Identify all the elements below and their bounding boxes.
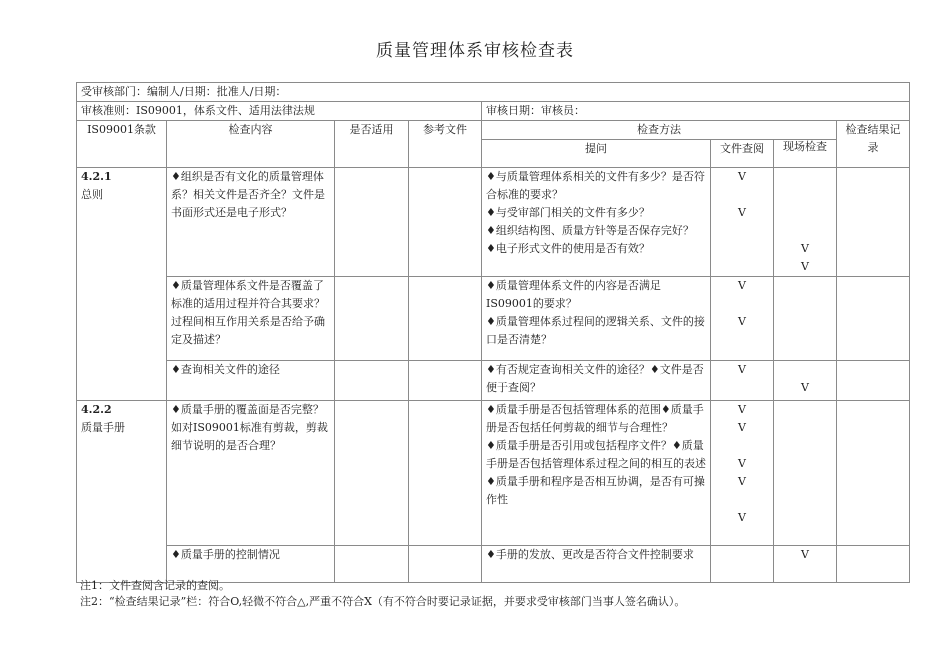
check-content: ♦质量手册的覆盖面是否完整？如对IS09001标准有剪裁，剪裁细节说明的是否合理？ [167,401,335,546]
question-cell [482,168,711,277]
header-applicable: 是否适用 [335,121,409,168]
site-check-mark: V [801,260,809,273]
site-check-mark [778,331,832,349]
check-content: ♦组织是否有文化的质量管理体系？相关文件是否齐全？文件是书面形式还是电子形式？ [167,168,335,277]
footnote-2: 注2：“检查结果记录”栏：符合O,轻微不符合△,严重不符合X（有不符合时要记录证据，并要求受审核部门当事人签名确认）。 [80,595,686,608]
reference-cell [409,401,482,546]
page-title: 质量管理体系审核检查表 [376,41,574,61]
site-check-mark [778,313,832,331]
site-check-cell [774,361,837,401]
doc-check-mark [715,491,769,509]
reference-cell [409,361,482,401]
doc-check-mark: V [738,170,746,183]
doc-review-cell [711,277,774,361]
site-check-mark [778,295,832,313]
site-check-mark [778,168,832,186]
clause-number: 4.2.2 [81,403,112,416]
question-cell [482,361,711,401]
doc-check-mark [715,295,769,313]
doc-check-mark: V [738,403,746,416]
result-cell [837,277,910,361]
question-text: ♦质量手册和程序是否相互协调，是否有可操作性 [486,475,705,506]
doc-check-mark [715,331,769,349]
site-check-mark [778,222,832,240]
doc-check-mark [715,527,769,545]
question-text: ♦质量手册是否包括管理体系的范围♦质量手册是否包括任何剪裁的细节与合理性？ [486,403,704,434]
header-site-check: 现场检查 [774,140,837,168]
check-content: ♦查询相关文件的途径 [167,361,335,401]
clause-name: 总则 [81,188,103,201]
doc-check-mark [715,546,769,564]
question-text: ♦与质量管理体系相关的文件有多少？是否符合标准的要求？ [486,170,705,201]
site-check-mark [778,527,832,545]
doc-check-mark [715,240,769,258]
site-check-cell [774,168,837,277]
result-cell [837,168,910,277]
site-check-mark: V [801,381,809,394]
applicable-cell [335,546,409,583]
question-cell [482,277,711,361]
doc-check-mark: V [738,363,746,376]
doc-check-mark: V [738,315,746,328]
clause-cell [77,168,167,401]
site-check-mark [778,186,832,204]
site-check-cell [774,277,837,361]
question-text: ♦手册的发放、更改是否符合文件控制要求 [486,548,694,561]
info-department-row: 受审核部门：编制人/日期：批准人/日期： [77,83,910,102]
clause-number: 4.2.1 [81,170,112,183]
site-check-mark [778,204,832,222]
checklist-row [77,168,910,277]
check-content: ♦质量管理体系文件是否覆盖了标准的适用过程并符合其要求？过程间相互作用关系是否给予确定及描述？ [167,277,335,361]
footnotes [80,578,685,610]
question-text: ♦电子形式文件的使用是否有效？ [486,242,650,255]
info-audit-date: 审核日期：审核员： [482,102,910,121]
site-check-mark [778,277,832,295]
applicable-cell [335,361,409,401]
reference-cell [409,168,482,277]
question-text: ♦有否规定查询相关文件的途径？♦文件是否便于查阅？ [486,363,704,394]
header-result: 检查结果记录 [837,121,910,168]
site-check-mark [778,361,832,379]
doc-check-mark: V [738,206,746,219]
audit-checklist-table [76,82,910,583]
applicable-cell [335,401,409,546]
result-cell [837,546,910,583]
doc-check-mark [715,186,769,204]
result-cell [837,401,910,546]
site-check-mark [778,437,832,455]
doc-review-cell [711,546,774,583]
site-check-cell [774,546,837,583]
checklist-row [77,546,910,583]
doc-check-mark [715,379,769,397]
site-check-mark [778,564,832,582]
doc-check-mark: V [738,511,746,524]
reference-cell [409,546,482,583]
checklist-row [77,277,910,361]
info-criteria: 审核准则：IS09001，体系文件、适用法律法规 [77,102,482,121]
site-check-mark [778,509,832,527]
doc-check-mark [715,258,769,276]
question-text: ♦与受审部门相关的文件有多少？ [486,206,650,219]
doc-check-mark: V [738,475,746,488]
header-method: 检查方法 [482,121,837,140]
footnote-1: 注1：文件查阅含记录的查阅。 [80,579,230,592]
doc-review-cell [711,168,774,277]
doc-check-mark [715,564,769,582]
site-check-mark [778,401,832,419]
doc-check-mark [715,222,769,240]
header-clause: IS09001条款 [77,121,167,168]
clause-cell [77,401,167,583]
reference-cell [409,277,482,361]
question-text: ♦质量管理体系过程间的逻辑关系、文件的接口是否清楚？ [486,315,705,346]
site-check-mark: V [801,548,809,561]
clause-name: 质量手册 [81,421,125,434]
question-cell [482,546,711,583]
header-reference: 参考文件 [409,121,482,168]
site-check-mark [778,455,832,473]
checklist-row [77,401,910,546]
site-check-mark: V [801,242,809,255]
doc-check-mark: V [738,457,746,470]
applicable-cell [335,168,409,277]
result-cell [837,361,910,401]
applicable-cell [335,277,409,361]
doc-review-cell [711,361,774,401]
question-text: ♦质量手册是否引用或包括程序文件？♦质量手册是否包括管理体系过程之间的相互的表述 [486,439,706,470]
site-check-mark [778,419,832,437]
site-check-mark [778,473,832,491]
question-cell [482,401,711,546]
site-check-cell [774,401,837,546]
header-question: 提问 [482,140,711,168]
site-check-mark [778,491,832,509]
header-doc-review: 文件查阅 [711,140,774,168]
header-content: 检查内容 [167,121,335,168]
doc-review-cell [711,401,774,546]
doc-check-mark [715,437,769,455]
question-text: ♦组织结构图、质量方针等是否保存完好？ [486,224,694,237]
checklist-row [77,361,910,401]
doc-check-mark: V [738,421,746,434]
question-text: ♦质量管理体系文件的内容是否满足IS09001的要求？ [486,279,661,310]
check-content: ♦质量手册的控制情况 [167,546,335,583]
doc-check-mark: V [738,279,746,292]
